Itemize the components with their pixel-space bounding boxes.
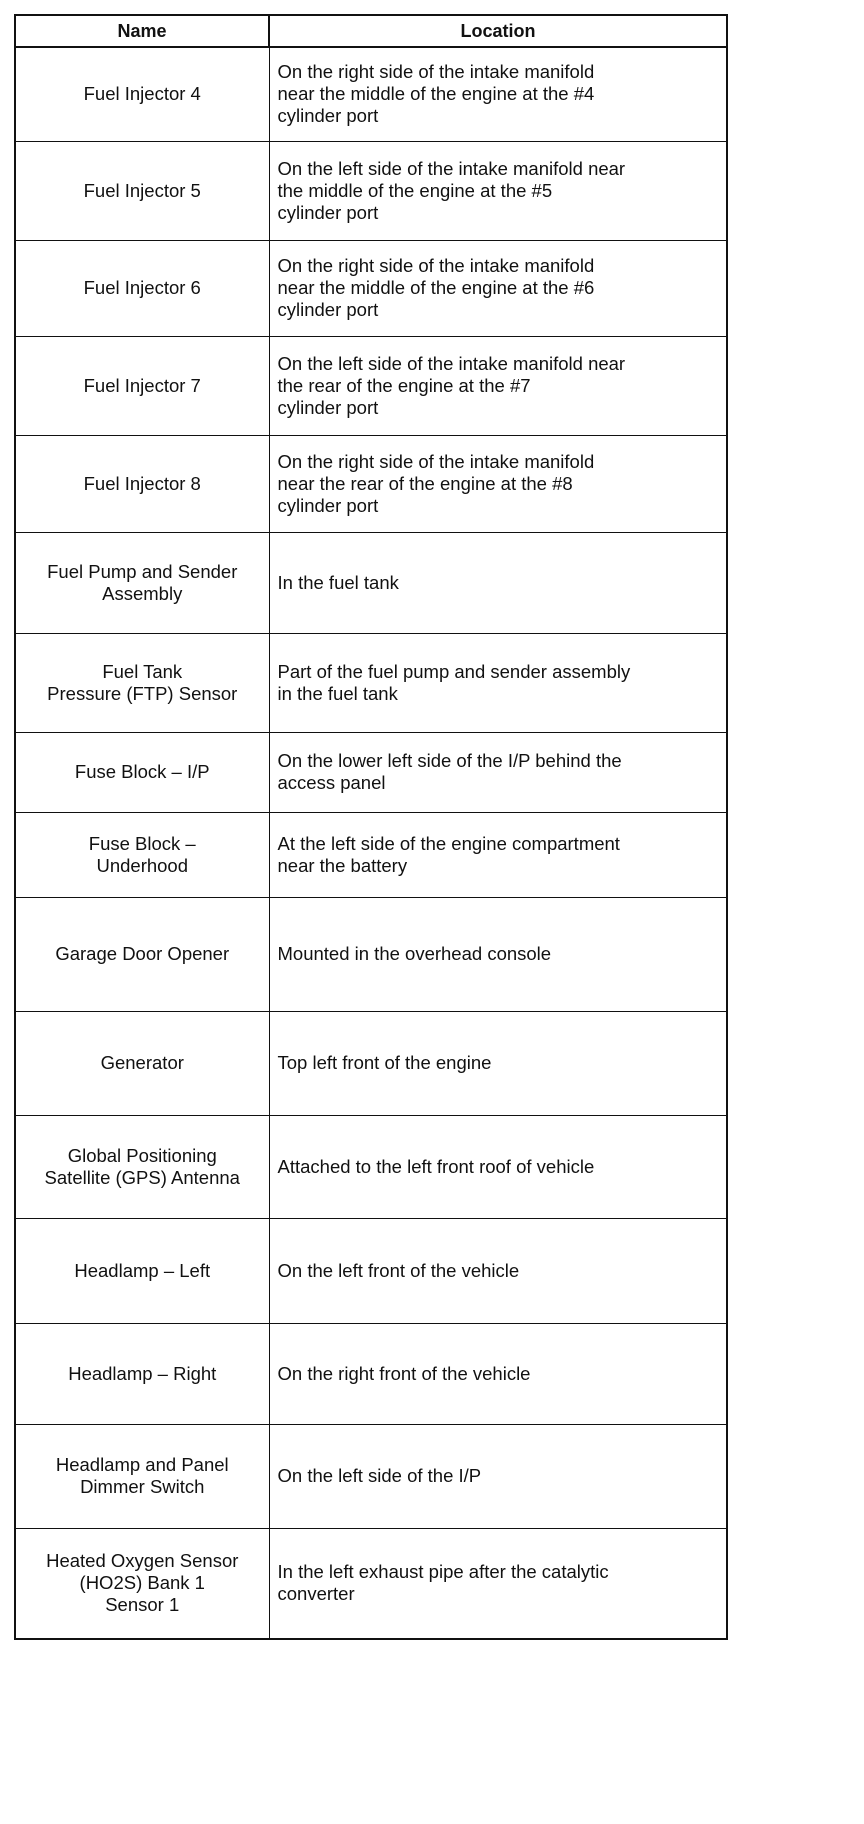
component-location: On the right side of the intake manifold near the middle of the engine at the #4 cylinder port [269, 47, 727, 141]
table-row [15, 47, 727, 141]
component-name: Fuel Injector 7 [15, 336, 269, 435]
component-location: On the right front of the vehicle [269, 1323, 727, 1424]
component-name: Fuse Block – I/P [15, 732, 269, 812]
component-name: Fuel Injector 6 [15, 240, 269, 336]
component-location: On the right side of the intake manifold near the rear of the engine at the #8 cylinder port [269, 435, 727, 532]
table-row [15, 897, 727, 1011]
component-name: Fuel Tank Pressure (FTP) Sensor [15, 633, 269, 732]
component-location: On the right side of the intake manifold near the middle of the engine at the #6 cylinder port [269, 240, 727, 336]
component-location: Attached to the left front roof of vehicle [269, 1115, 727, 1218]
component-location: On the left side of the intake manifold near the rear of the engine at the #7 cylinder port [269, 336, 727, 435]
component-location: Mounted in the overhead console [269, 897, 727, 1011]
component-location-table [14, 14, 728, 1640]
table-row [15, 336, 727, 435]
component-location: On the left side of the intake manifold near the middle of the engine at the #5 cylinder port [269, 141, 727, 240]
component-name: Fuse Block – Underhood [15, 812, 269, 897]
header-row [15, 15, 727, 47]
table-row [15, 240, 727, 336]
component-name: Fuel Injector 8 [15, 435, 269, 532]
table-row [15, 732, 727, 812]
table-row [15, 141, 727, 240]
component-name: Fuel Injector 4 [15, 47, 269, 141]
table-row [15, 1528, 727, 1639]
component-location: Part of the fuel pump and sender assembly in the fuel tank [269, 633, 727, 732]
component-name: Headlamp – Right [15, 1323, 269, 1424]
table-row [15, 1424, 727, 1528]
header-name: Name [15, 15, 269, 47]
component-name: Headlamp and Panel Dimmer Switch [15, 1424, 269, 1528]
component-location: At the left side of the engine compartment near the battery [269, 812, 727, 897]
component-name: Global Positioning Satellite (GPS) Antenna [15, 1115, 269, 1218]
component-location: On the lower left side of the I/P behind the access panel [269, 732, 727, 812]
component-name: Headlamp – Left [15, 1218, 269, 1323]
component-location: On the left front of the vehicle [269, 1218, 727, 1323]
table-row [15, 435, 727, 532]
component-name: Heated Oxygen Sensor (HO2S) Bank 1 Sensor 1 [15, 1528, 269, 1639]
table-row [15, 532, 727, 633]
table-row [15, 812, 727, 897]
component-location: On the left side of the I/P [269, 1424, 727, 1528]
component-name: Fuel Injector 5 [15, 141, 269, 240]
component-location: In the left exhaust pipe after the catalytic converter [269, 1528, 727, 1639]
table-row [15, 633, 727, 732]
component-name: Generator [15, 1011, 269, 1115]
component-name: Garage Door Opener [15, 897, 269, 1011]
header-location: Location [269, 15, 727, 47]
component-location: In the fuel tank [269, 532, 727, 633]
table-row [15, 1218, 727, 1323]
table-row [15, 1323, 727, 1424]
component-location: Top left front of the engine [269, 1011, 727, 1115]
component-name: Fuel Pump and Sender Assembly [15, 532, 269, 633]
table-row [15, 1011, 727, 1115]
table-row [15, 1115, 727, 1218]
